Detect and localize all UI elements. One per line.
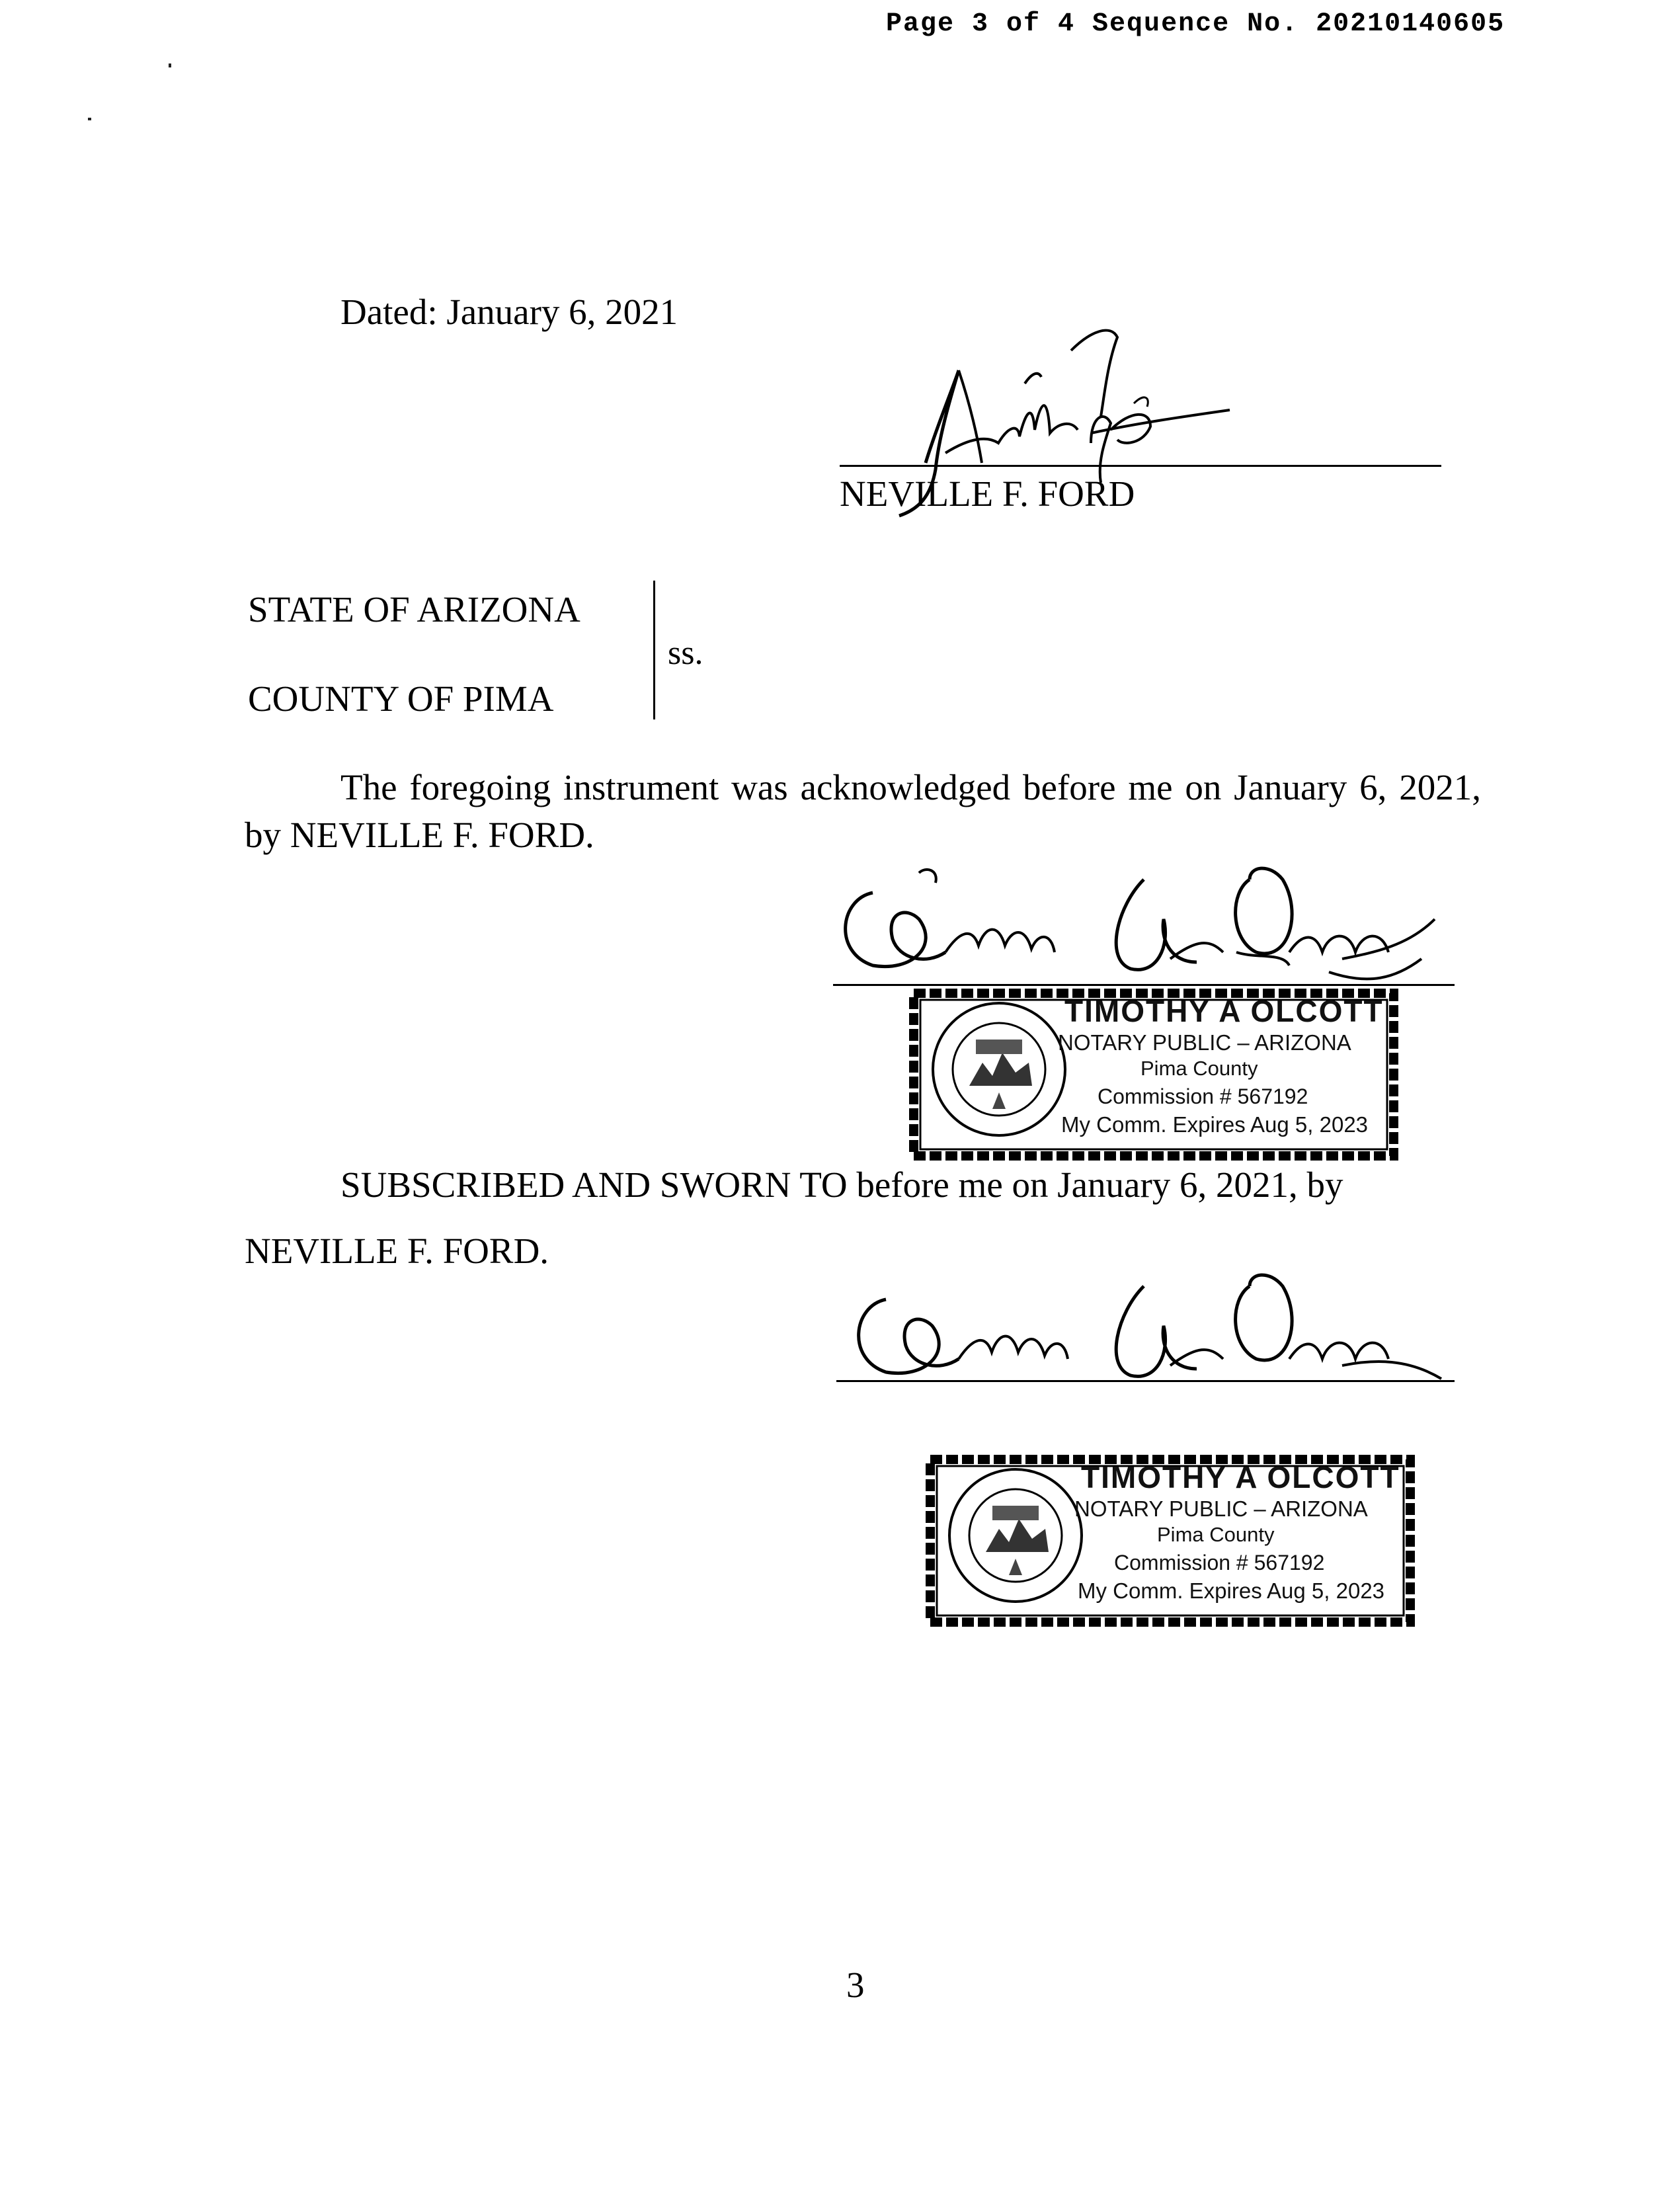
stamp-expiration: My Comm. Expires Aug 5, 2023 — [1061, 1112, 1369, 1137]
page-sequence-header: Page 3 of 4 Sequence No. 20210140605 — [886, 9, 1505, 39]
state-seal-icon — [930, 1000, 1068, 1139]
state-seal-icon — [946, 1466, 1085, 1605]
jurat-line-2: NEVILLE F. FORD. — [245, 1231, 549, 1271]
notary-stamp-2 — [922, 1451, 1418, 1630]
stamp-notary-title: NOTARY PUBLIC – ARIZONA — [1074, 1496, 1368, 1521]
stamp-notary-name: TIMOTHY A OLCOTT — [1064, 994, 1384, 1028]
acknowledgment-paragraph — [245, 764, 1481, 859]
venue-bracket — [653, 581, 655, 719]
notary-signature-line-2 — [836, 1380, 1455, 1382]
venue-ss: ss. — [668, 634, 703, 672]
scan-speck — [169, 63, 171, 67]
scan-speck — [88, 118, 91, 120]
notary-signature-icon — [826, 853, 1441, 1005]
jurat-line-1: SUBSCRIBED AND SWORN TO before me on January 6, 2021, by — [340, 1164, 1343, 1205]
stamp-notary-name: TIMOTHY A OLCOTT — [1081, 1460, 1400, 1494]
dated-line: Dated: January 6, 2021 — [340, 292, 678, 332]
notary-stamp-1 — [906, 985, 1402, 1164]
signer-signature-line — [840, 465, 1441, 467]
signer-name: NEVILLE F. FORD — [840, 473, 1135, 514]
stamp-commission: Commission # 567192 — [1114, 1551, 1325, 1574]
stamp-commission: Commission # 567192 — [1098, 1084, 1308, 1108]
stamp-county: Pima County — [1140, 1057, 1258, 1080]
venue-county: COUNTY OF PIMA — [248, 678, 554, 719]
page-number: 3 — [846, 1965, 865, 2005]
stamp-notary-title: NOTARY PUBLIC – ARIZONA — [1058, 1030, 1351, 1055]
stamp-expiration: My Comm. Expires Aug 5, 2023 — [1078, 1578, 1385, 1603]
stamp-county: Pima County — [1157, 1523, 1275, 1546]
venue-state: STATE OF ARIZONA — [248, 589, 580, 630]
acknowledgment-text: The foregoing instrument was acknowledged before me on January 6, 2021, by NEVILLE F. FORD. — [245, 767, 1481, 855]
notary-signature-icon-2 — [840, 1260, 1455, 1412]
